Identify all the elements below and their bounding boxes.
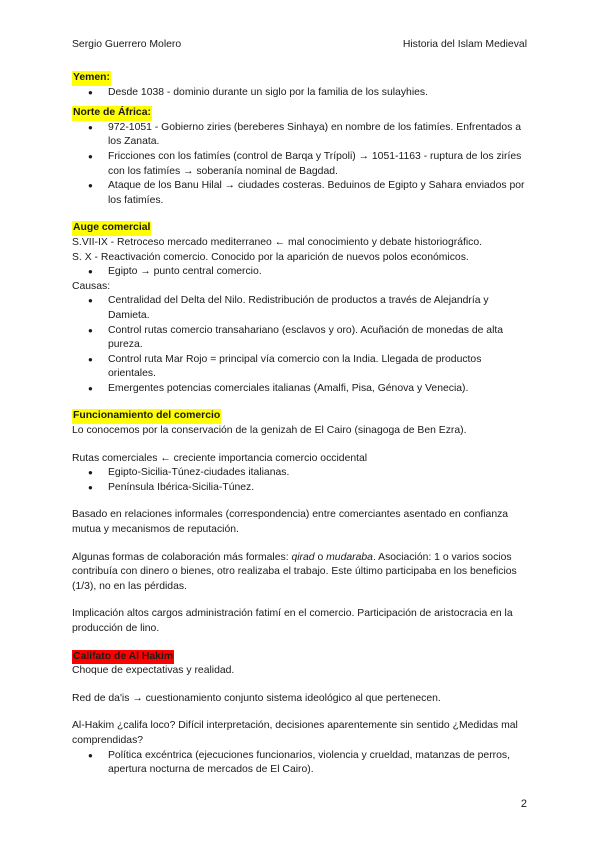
list-item: ● Control ruta Mar Rojo = principal vía comercio con la India. Llegada de productos orientales. bbox=[72, 353, 532, 382]
califato-list bbox=[72, 749, 532, 778]
page-number: 2 bbox=[520, 798, 527, 810]
auge-heading: Auge comercial bbox=[72, 221, 151, 236]
list-item: ● Ataque de los Banu Hilal → ciudades costeras. Beduinos de Egipto y Sahara enviados por los fatimíes. bbox=[72, 179, 532, 208]
funcionamiento-heading: Funcionamiento del comercio bbox=[72, 409, 221, 424]
term-mudaraba: mudaraba bbox=[326, 551, 373, 563]
list-item: ● Desde 1038 - dominio durante un siglo por la familia de los sulayhies. bbox=[72, 86, 532, 101]
document-body bbox=[72, 71, 532, 778]
list-item: ● Emergentes potencias comerciales italianas (Amalfi, Pisa, Génova y Venecia). bbox=[72, 382, 532, 397]
califato-p3: Al-Hakim ¿califa loco? Difícil interpretación, decisiones aparentemente sin sentido ¿Medidas mal comprendidas? bbox=[72, 720, 518, 746]
list-item: ● Fricciones con los fatimíes (control de Barqa y Trípoli) → 1051-1163 - ruptura de los ziríes con los fatimíes → soberanía nominal de Bagdad. bbox=[72, 150, 532, 179]
header-author: Sergio Guerrero Molero bbox=[72, 39, 182, 50]
funcionamiento-p1: Lo conocemos por la conservación de la genizah de El Cairo (sinagoga de Ben Ezra). bbox=[72, 425, 467, 437]
list-item: ● Península Ibérica-Sicilia-Túnez. bbox=[72, 481, 532, 496]
list-item: ● Control rutas comercio transahariano (esclavos y oro). Acuñación de monedas de alta pureza. bbox=[72, 324, 532, 353]
funcionamiento-p4: Implicación altos cargos administración fatimí en el comercio. Participación de aristocracia en la producción de lino. bbox=[72, 608, 513, 634]
norte-africa-list bbox=[72, 121, 532, 209]
califato-p1: Choque de expectativas y realidad. bbox=[72, 665, 235, 677]
norte-africa-heading: Norte de África: bbox=[72, 106, 152, 121]
yemen-heading: Yemen: bbox=[72, 71, 111, 86]
funcionamiento-p3 bbox=[72, 551, 532, 595]
p3-text-o: o bbox=[314, 551, 327, 563]
rutas-list bbox=[72, 466, 532, 495]
califato-heading: Califato de Al Hakim bbox=[72, 650, 174, 665]
rutas-label: Rutas comerciales ← creciente importancia comercio occidental bbox=[72, 452, 368, 464]
auge-sub-list bbox=[72, 265, 532, 280]
term-qirad: qirad bbox=[291, 551, 315, 563]
list-item: ● 972-1051 - Gobierno ziries (bereberes Sinhaya) en nombre de los fatimíes. Enfrentados a los Zanata. bbox=[72, 121, 532, 150]
funcionamiento-p2: Basado en relaciones informales (correspondencia) entre comerciantes asentado en confianza mutua y mecanismos de reputación. bbox=[72, 509, 509, 536]
auge-line-2: S. X - Reactivación comercio. Conocido por la aparición de nuevos polos económicos. bbox=[72, 251, 469, 263]
causas-label: Causas: bbox=[72, 280, 111, 292]
list-item: ● Egipto-Sicilia-Túnez-ciudades italianas. bbox=[72, 466, 532, 481]
list-item: ● Política excéntrica (ejecuciones funcionarios, violencia y crueldad, matanzas de perros, apertura nocturna de mercados de El Cairo). bbox=[72, 749, 532, 778]
yemen-list bbox=[72, 86, 532, 101]
list-item: ● Centralidad del Delta del Nilo. Redistribución de productos a través de Alejandría y Damieta. bbox=[72, 294, 532, 323]
causas-list bbox=[72, 294, 532, 396]
auge-line-1: S.VII-IX - Retroceso mercado mediterraneo ← mal conocimiento y debate historiográfico. bbox=[72, 236, 483, 248]
header-subject: Historia del Islam Medieval bbox=[402, 39, 527, 50]
califato-p2: Red de da'is → cuestionamiento conjunto sistema ideológico al que pertenecen. bbox=[72, 692, 441, 704]
p3-text-a: Algunas formas de colaboración más formales: bbox=[72, 551, 292, 563]
list-item: ● Egipto → punto central comercio. bbox=[72, 265, 532, 280]
p3-text-b: . Asociación: 1 o varios socios contribuía con dinero o bienes, otro realizaba el trabajo. Este último participaba en los beneficios (1/3), no en las pérdidas. bbox=[72, 551, 517, 592]
